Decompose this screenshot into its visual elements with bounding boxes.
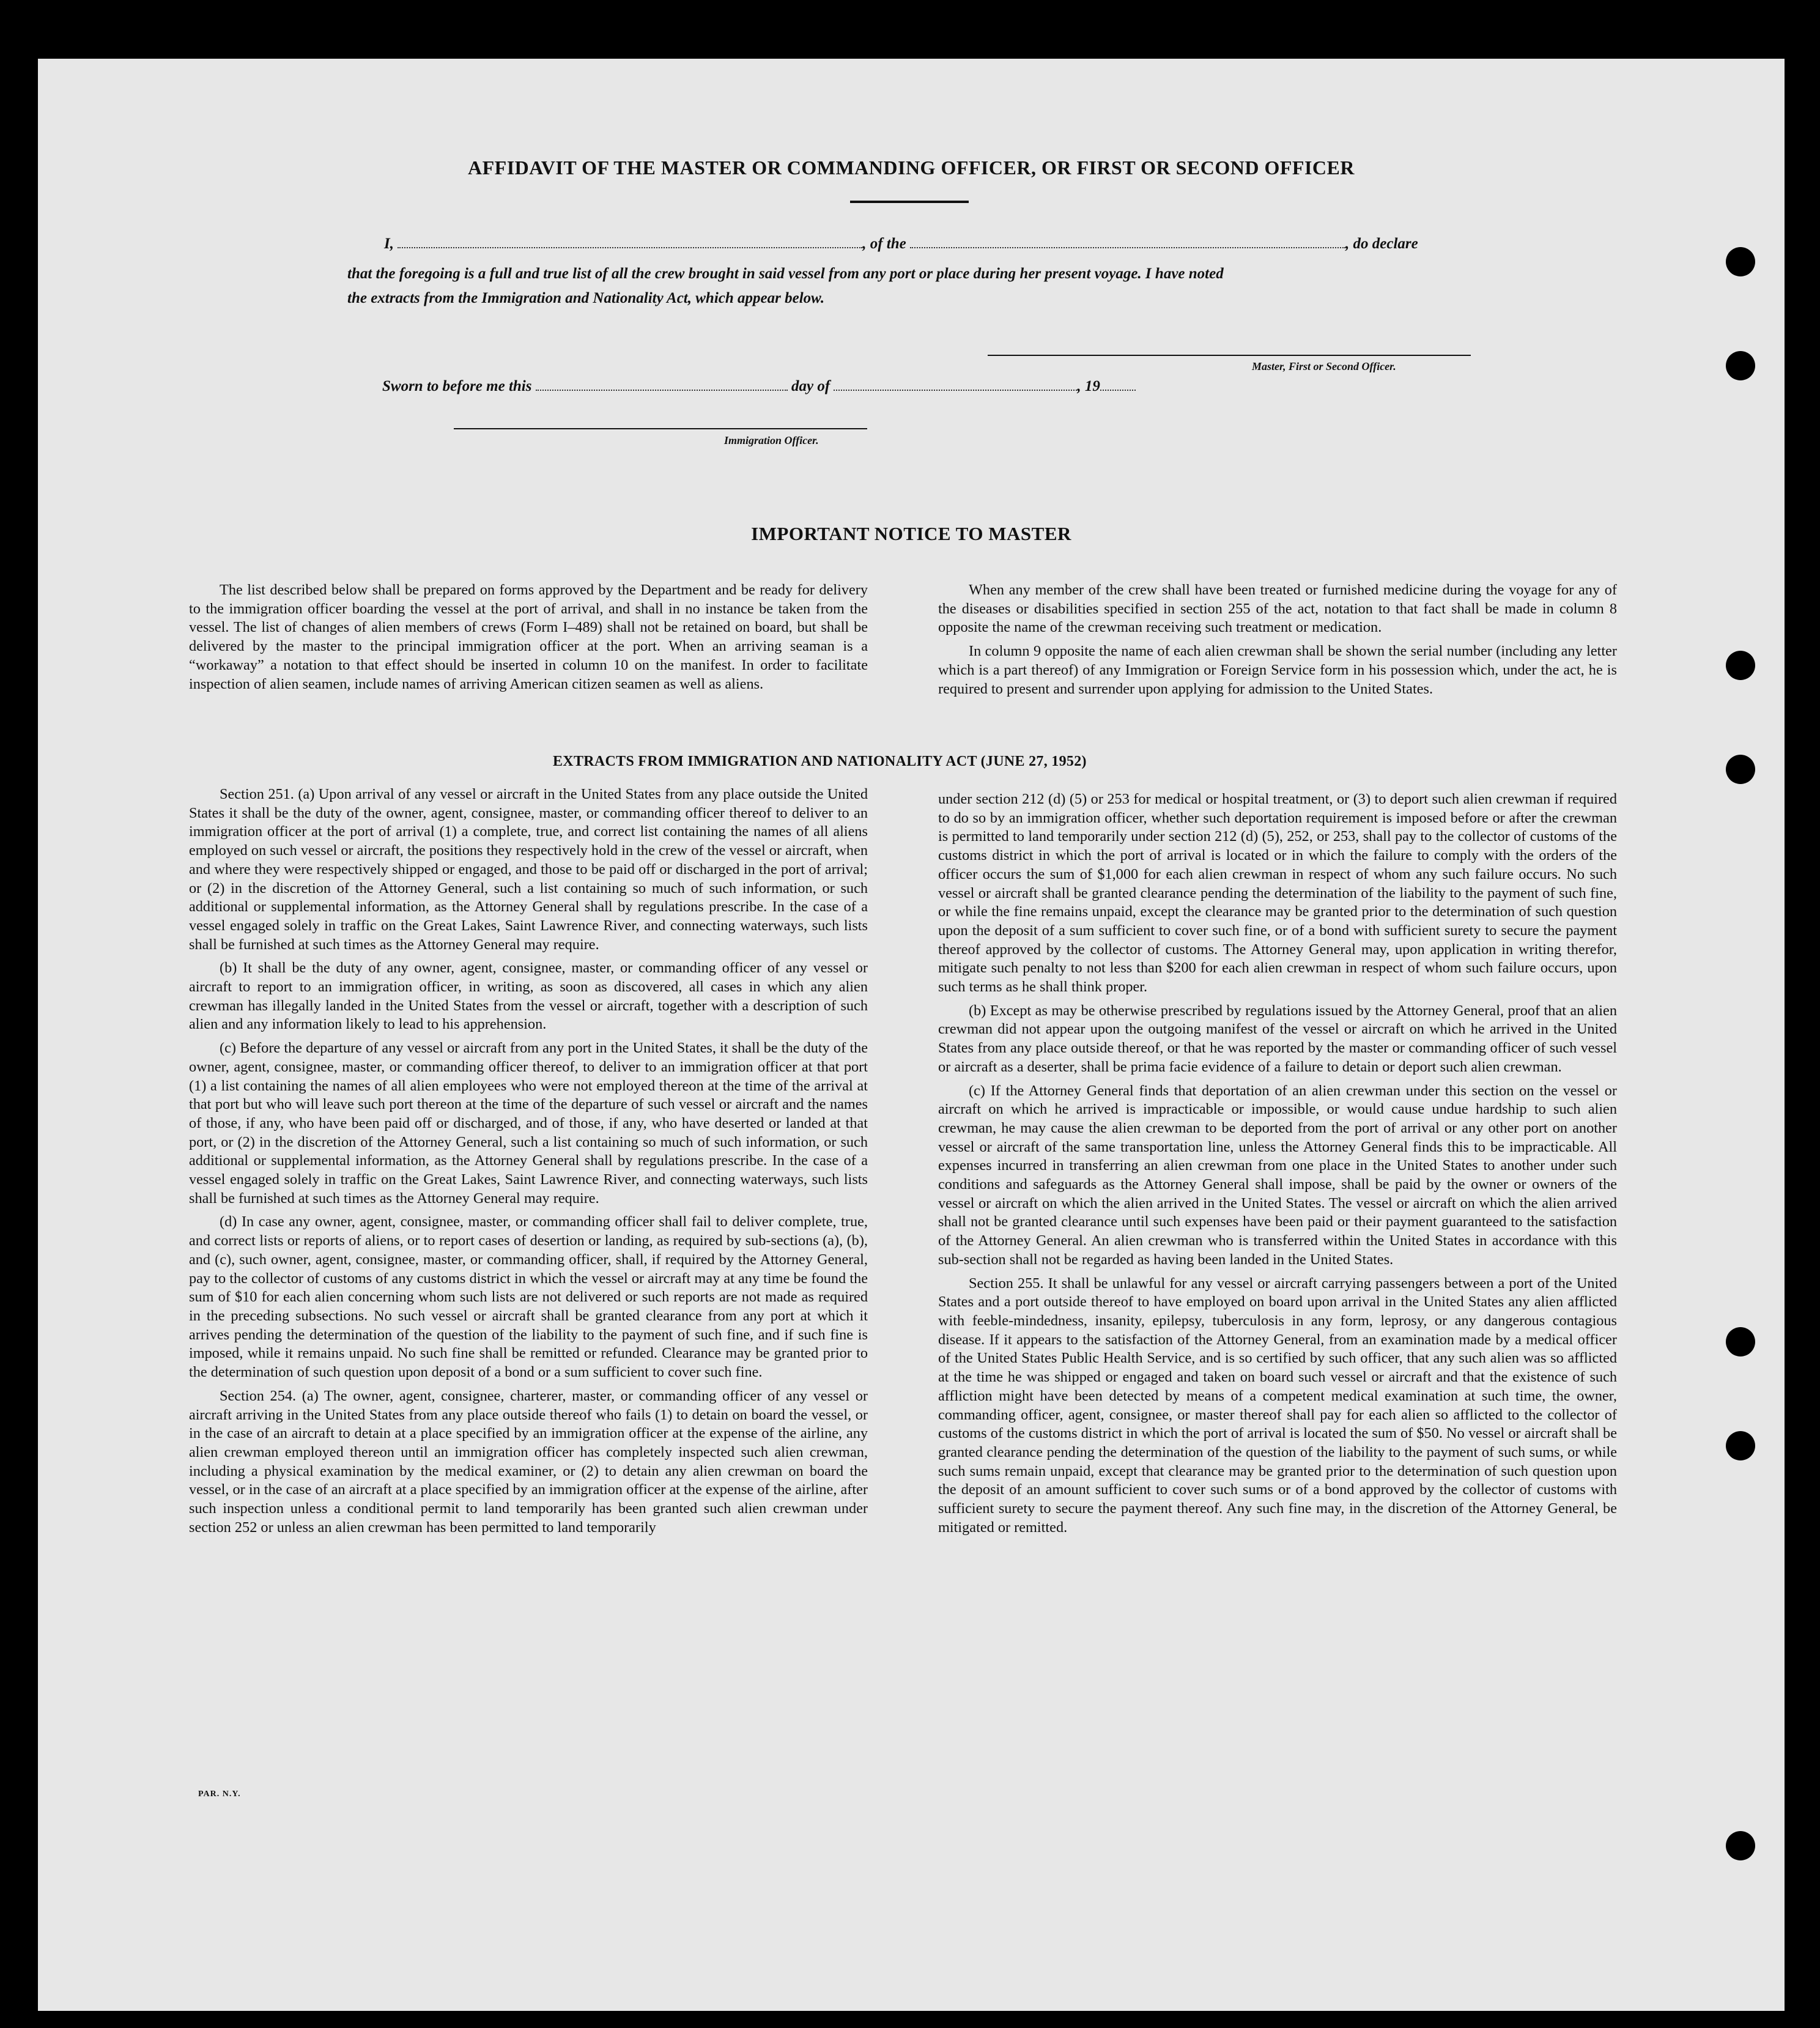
extracts-right-column — [938, 790, 1617, 1542]
year-label: , 19 — [1077, 378, 1100, 394]
master-signature-caption: Master, First or Second Officer. — [1252, 360, 1396, 372]
sworn-day-field[interactable] — [536, 388, 788, 391]
notice-right-column — [938, 581, 1617, 703]
title-underline — [850, 201, 969, 203]
officer-signature-line[interactable] — [454, 428, 867, 429]
extract-paragraph: Section 254. (a) The owner, agent, consignee, charterer, master, or commanding officer of any vessel or aircraft arriving in the United States from any place outside thereof who fails (1) to detain on board the vessel, or in the case of an aircraft to detain at a place specified by an immigration officer at the expense of the airline, any alien crewman employed thereon until an immigration officer has completely inspected such alien crewman, including a physical examination by the medical examiner, or (2) to detain any alien crewman on board the vessel, or in the case of an aircraft at a place specified by an immigration officer at the expense of the airline, after such inspection unless a conditional permit to land temporarily has been granted such alien crewman under section 252 or unless an alien crewman has been permitted to land temporarily — [189, 1387, 868, 1536]
punch-hole — [1726, 351, 1755, 380]
extract-paragraph: (b) It shall be the duty of any owner, agent, consignee, master, or commanding officer of any vessel or aircraft to report to an immigration officer, in writing, as soon as discovered, all cases in which any alien crewman has illegally landed in the United States from the vessel or aircraft, together with a description of such alien and any information likely to lead to his apprehension. — [189, 960, 868, 1033]
extracts-left-column — [189, 785, 868, 1542]
declaration-text-3: the extracts from the Immigration and Nationality Act, which appear below. — [347, 290, 825, 306]
extracts-title: EXTRACTS FROM IMMIGRATION AND NATIONALITY ACT (JUNE 27, 1952) — [553, 753, 1087, 769]
extract-paragraph: (b) Except as may be otherwise prescribed by regulations issued by the Attorney General, proof that an alien crewman did not appear upon the outgoing manifest of the vessel or aircraft on which he arrived in the United States from any place outside thereof, or that he was reported by the master or commanding officer of such vessel or aircraft as a deserter, shall be prima facie evidence of a failure to detain or deport such alien crewman. — [938, 1002, 1617, 1075]
notice-left-column — [189, 581, 868, 698]
punch-hole — [1726, 1431, 1755, 1460]
officer-signature-caption: Immigration Officer. — [724, 434, 819, 446]
printer-mark: PAR. N.Y. — [198, 1789, 241, 1799]
sworn-month-field[interactable] — [834, 388, 1077, 391]
vessel-name-field[interactable] — [910, 246, 1345, 248]
declarant-label: I, — [384, 235, 394, 252]
extract-paragraph: Section 251. (a) Upon arrival of any vessel or aircraft in the United States from any place outside the United States it shall be the duty of the owner, agent, consignee, master, or commanding officer thereof to deliver to an immigration officer at the port of arrival (1) a complete, true, and correct list containing the names of all aliens employed on such vessel or aircraft, the positions they respectively hold in the crew of the vessel or aircraft, when and where they were respectively shipped or engaged, and those to be paid off or discharged in the port of arrival; or (2) in the discretion of the Attorney General, such a list containing so much of such information, or such additional or supplemental information, as the Attorney General shall by regulations prescribe. In the case of a vessel engaged solely in traffic on the Great Lakes, Saint Lawrence River, and connecting waterways, such lists shall be furnished at such times as the Attorney General may require. — [189, 786, 868, 953]
punch-hole — [1726, 1327, 1755, 1356]
sworn-year-field[interactable] — [1100, 388, 1136, 391]
sworn-line — [382, 374, 1136, 399]
punch-hole — [1726, 651, 1755, 680]
notice-title: IMPORTANT NOTICE TO MASTER — [751, 523, 1071, 544]
of-the-label: , of the — [862, 235, 906, 252]
extract-paragraph: (c) Before the departure of any vessel or aircraft from any port in the United States, it shall be the duty of the owner, agent, consignee, master, or commanding officer thereof, to deliver to an immigration officer at that port (1) a list containing the names of all alien employees who were not employed thereon at the time of the arrival at that port but who will leave such port thereon at the time of the departure of such vessel or aircraft and the names of those, if any, who have been paid off or discharged, and of those, if any, who have deserted or landed at that port, or (2) in the discretion of the Attorney General, such a list containing so much of such information, or such additional or supplemental information, as the Attorney General shall by regulations prescribe. In the case of a vessel engaged solely in traffic on the Great Lakes, Saint Lawrence River, and connecting waterways, such lists shall be furnished at such times as the Attorney General may require. — [189, 1040, 868, 1207]
document-page — [38, 59, 1785, 2011]
extract-paragraph: (c) If the Attorney General finds that deportation of an alien crewman under this section on the vessel or aircraft on which he arrived is impracticable or impossible, or would cause undue hardship to such alien crewman, he may cause the alien crewman to be deported from the port of arrival or any other port on another vessel or aircraft of the same transportation line, unless the Attorney General finds this to be impracticable. All expenses incurred in transferring an alien crewman from one place in the United States to another under such conditions and safeguards as the Attorney General shall impose, shall be paid by the owner or owners of the vessel or aircraft on which the alien arrived in the United States. The vessel or aircraft on which the alien arrived shall not be granted clearance until such expenses have been paid or their payment guaranteed to the satisfaction of the Attorney General. An alien crewman who is transferred within the United States in accordance with this sub-section shall not be regarded as having been landed in the United States. — [938, 1082, 1617, 1268]
sworn-label: Sworn to before me this — [382, 378, 532, 394]
declaration-text-2: that the foregoing is a full and true list of all the crew brought in said vessel from any port or place during her present voyage. I have noted — [347, 265, 1224, 282]
notice-right-paragraph-1: When any member of the crew shall have been treated or furnished medicine during the voyage for any of the diseases or disabilities specified in section 255 of the act, notation to that fact shall be made in column 8 opposite the name of the crewman receiving such treatment or medication. — [938, 582, 1617, 636]
punch-hole — [1726, 247, 1755, 276]
master-signature-line[interactable] — [988, 355, 1471, 356]
notice-right-paragraph-2: In column 9 opposite the name of each alien crewman shall be shown the serial number (including any letter which is a part thereof) of any Immigration or Foreign Service form in his possession which, under the act, he is required to present and surrender upon applying for admission to the United States. — [938, 643, 1617, 697]
declarant-name-field[interactable] — [398, 246, 862, 248]
punch-hole — [1726, 1831, 1755, 1860]
day-of-label: day of — [791, 378, 830, 394]
punch-hole — [1726, 755, 1755, 784]
extract-paragraph: (d) In case any owner, agent, consignee, master, or commanding officer shall fail to deliver complete, true, and correct lists or reports of aliens, or to report cases of desertion or landing, as required by sub-sections (a), (b), and (c), such owner, agent, consignee, master, or commanding officer, shall, if required by the Attorney General, pay to the collector of customs of any customs district in which the vessel or aircraft may at any time be found the sum of $10 for each alien concerning whom such lists are not delivered or such reports are not made as required in the preceding subsections. No such vessel or aircraft shall be granted clearance from any port at which it arrives pending the determination of the question of the liability to the payment of such fine, and if such fine is imposed, while it remains unpaid. No such fine shall be remitted or refunded. Clearance may be granted prior to the determination of such question upon deposit of a bond or a sum sufficient to cover such fine. — [189, 1213, 868, 1381]
extract-paragraph: Section 255. It shall be unlawful for any vessel or aircraft carrying passengers between a port of the United States and a port outside thereof to have employed on board upon arrival in the United States any alien afflicted with feeble-mindedness, insanity, epilepsy, tuberculosis in any form, leprosy, or any dangerous contagious disease. If it appears to the satisfaction of the Attorney General, from an examination made by a medical officer of the United States Public Health Service, and is so certified by such officer, that any such alien was so afflicted at the time he was shipped or engaged and taken on board such vessel or aircraft and that the existence of such affliction might have been detected by means of a competent medical examination at such time, the owner, commanding officer, agent, consignee, or master thereof shall pay for each alien so afflicted to the collector of customs of the customs district in which the port of arrival is located the sum of $50. No vessel or aircraft shall be granted clearance pending the determination of the question of the liability to the payment of such sums, or while such sums remain unpaid, except that clearance may be granted prior to the determination of such question upon the deposit of an amount sufficient to cover such sums or of a bond approved by the collector of customs with sufficient surety to secure the payment thereof. Any such fine may, in the discretion of the Attorney General, be mitigated or remitted. — [938, 1275, 1617, 1536]
affidavit-title: AFFIDAVIT OF THE MASTER OR COMMANDING OFFICER, OR FIRST OR SECOND OFFICER — [468, 157, 1355, 179]
extract-paragraph: under section 212 (d) (5) or 253 for medical or hospital treatment, or (3) to deport such alien crewman if required to do so by an immigration officer, whether such deportation requirement is imposed before or after the crewman is permitted to land temporarily under section 212 (d) (5), 252, or 253, shall pay to the collector of customs of the customs district in which the port of arrival is located or in which the failure to comply with the orders of the officer occurs the sum of $1,000 for each alien crewman in respect of whom any such failure occurs. No such vessel or aircraft shall be granted clearance pending the determination of the liability to the payment of such fine, or while the fine remains unpaid, except the clearance may be granted prior to the determination of such question upon the deposit of a sum sufficient to cover such fine, or of a bond with sufficient surety to secure the payment thereof approved by the collector of customs. The Attorney General may, upon application in writing therefor, mitigate such penalty to not less than $200 for each alien crewman in respect of whom such failure occurs, upon such terms as he shall think proper. — [938, 791, 1617, 996]
declaration-line — [384, 232, 1418, 256]
declare-label: , do declare — [1345, 235, 1418, 252]
notice-left-paragraph: The list described below shall be prepared on forms approved by the Department and be ready for delivery to the immigration officer boarding the vessel at the port of arrival, and shall in no instance be taken from the vessel. The list of changes of alien members of crews (Form I–489) shall not be retained on board, but shall be delivered by the master to the principal immigration officer at the port. When an arriving seaman is a “workaway” a notation to that effect should be inserted in column 10 on the manifest. In order to facilitate inspection of alien seamen, include names of arriving American citizen seamen as well as aliens. — [189, 582, 868, 692]
